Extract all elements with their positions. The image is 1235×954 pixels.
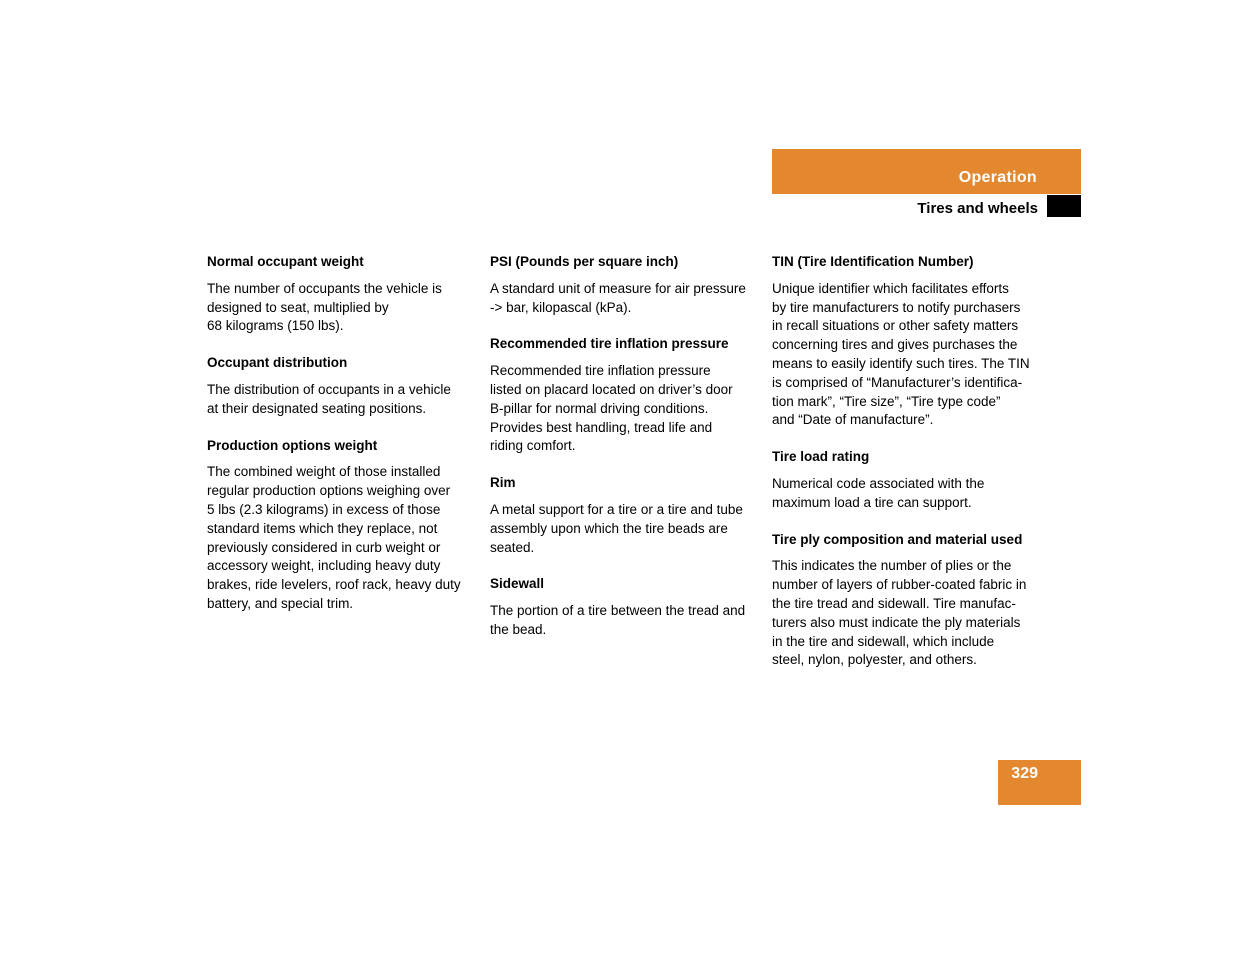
definition-text: The combined weight of those installed regular production options weighing over 5 lbs (2.3 kilograms) in excess of those standard items which they replace, not previously considered in curb weight or accessory weight, including heavy duty brakes, ride levelers, roof rack, heavy duty battery, and special trim. [207, 464, 461, 611]
definition-entry [772, 253, 1040, 430]
page-number: 329 [1011, 765, 1038, 782]
page-number-box [998, 760, 1081, 805]
text-column-1 [207, 253, 475, 632]
definition-term: Recommended tire inflation pressure [490, 336, 729, 352]
definition-entry [207, 253, 475, 336]
text-column-2 [490, 253, 758, 658]
section-marker-tab [1047, 195, 1081, 217]
definition-entry [772, 448, 1040, 512]
subsection-title: Tires and wheels [917, 200, 1038, 217]
definition-text: A standard unit of measure for air pressure -> bar, kilopascal (kPa). [490, 280, 746, 315]
definition-entry [490, 253, 758, 317]
section-header-bar [772, 149, 1081, 194]
definition-text: The portion of a tire between the tread and the bead. [490, 603, 746, 637]
section-title: Operation [958, 169, 1037, 186]
definition-entry [207, 437, 475, 614]
definition-text: The number of occupants the vehicle is designed to seat, multiplied by 68 kilograms (150 lbs). [207, 280, 442, 334]
definition-text: Unique identifier which facilitates efforts by tire manufacturers to notify purchasers in recall situations or other safety matters concerning tires and gives purchases the means to easily identify such tires. The TIN is comprised of “Manufacturer’s identifica- tion mark”, “Tire size”, “Tire type code” and “Date of manufacture”. [772, 280, 1030, 428]
definition-text: This indicates the number of plies or the number of layers of rubber-coated fabric in the tire tread and sidewall. Tire manufac- turers also must indicate the ply materials in the tire and sidewall, which include steel, nylon, polyester, and others. [772, 558, 1027, 668]
definition-text: Numerical code associated with the maximum load a tire can support. [772, 475, 985, 510]
definition-term: Tire load rating [772, 449, 870, 465]
definition-entry [772, 531, 1040, 671]
definition-term: Normal occupant weight [207, 254, 364, 269]
definition-entry [207, 354, 475, 418]
definition-text: Recommended tire inflation pressure listed on placard located on driver’s door B-pillar for normal driving conditions. Provides best handling, tread life and riding comfort. [490, 363, 733, 454]
text-column-3 [772, 253, 1040, 688]
definition-term: PSI (Pounds per square inch) [490, 254, 679, 269]
definition-entry [490, 575, 758, 639]
definition-term: TIN (Tire Identification Number) [772, 254, 974, 269]
definition-entry [490, 474, 758, 557]
definition-term: Occupant distribution [207, 355, 348, 371]
definition-entry [490, 335, 758, 456]
definition-term: Rim [490, 475, 516, 491]
definition-text: The distribution of occupants in a vehicle at their designated seating positions. [207, 381, 451, 416]
definition-text: A metal support for a tire or a tire and tube assembly upon which the tire beads are seated. [490, 501, 743, 555]
definition-term: Production options weight [207, 437, 378, 453]
definition-term: Sidewall [490, 576, 545, 592]
definition-term: Tire ply composition and material used [772, 531, 1023, 547]
